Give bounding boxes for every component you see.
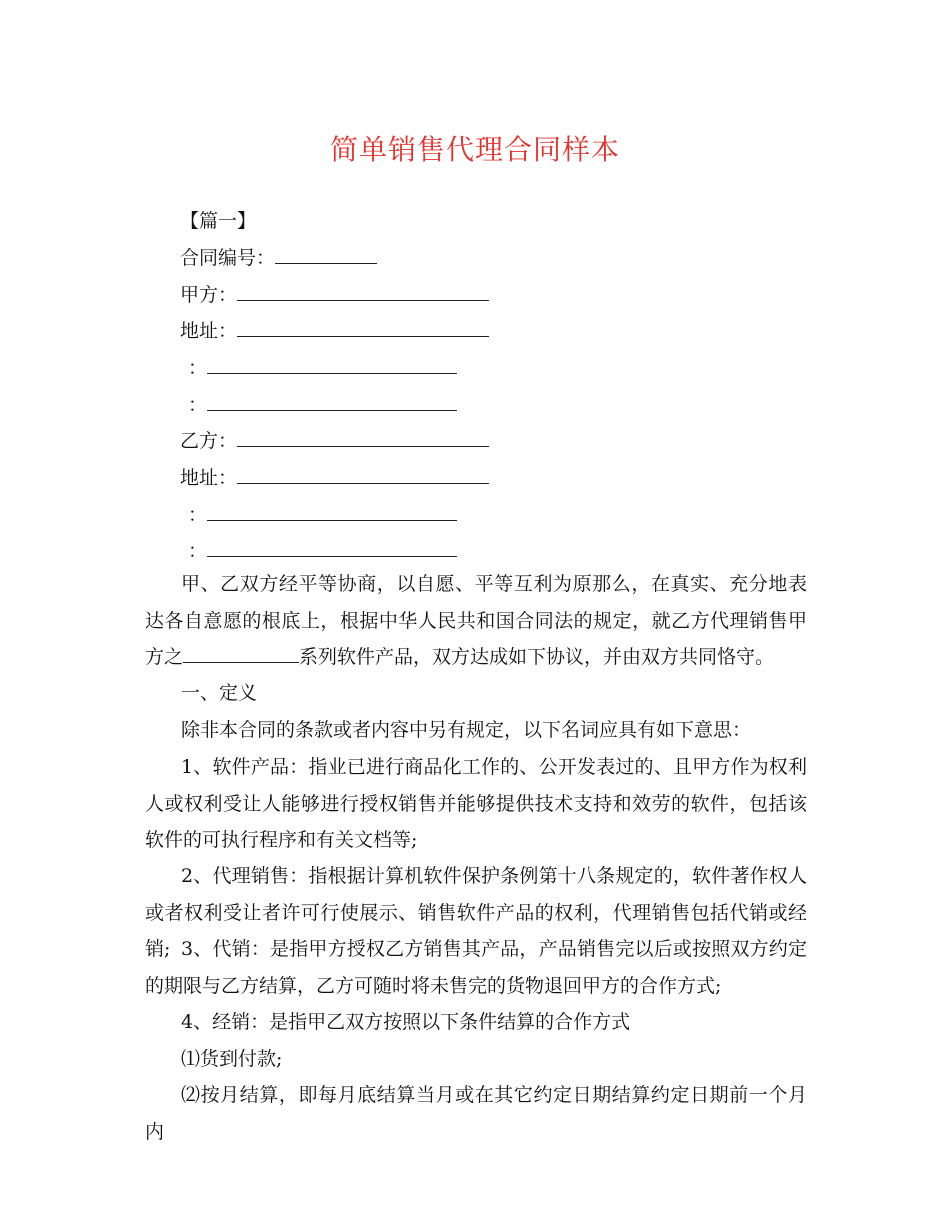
address-b-blank [237,465,489,484]
address-a-blank [237,318,489,337]
contract-number-field [180,245,377,271]
address-a-label: 地址： [180,320,238,342]
party-b-extra-field-2 [188,538,457,564]
party-b-field [180,428,489,454]
definition-item-3: 3、代销：是指甲方授权乙方销售其产品，产品销售完以后或按照双方约定的期限与乙方结算，乙方可随时将未售完的货物退回甲方的合作方式; [145,938,807,997]
colon-label: ： [188,540,208,562]
settlement-option-1: ⑴货到付款; [181,1048,283,1070]
party-a-label: 甲方： [180,284,238,306]
definition-heading: 一、定义 [181,682,258,704]
address-b-field [180,465,489,491]
party-a-extra-field-1 [188,355,457,381]
party-b-extra-blank-2 [207,538,457,557]
colon-label: ： [188,357,208,379]
intro-paragraph [145,566,807,676]
address-b-label: 地址： [180,467,238,489]
section-label: 【篇一】 [180,210,257,232]
party-b-extra-blank-1 [207,502,457,521]
definition-item-4: 4、经销：是指甲乙双方按照以下条件结算的合作方式 [181,1011,631,1033]
address-a-field [180,318,489,344]
definition-item-2: 2、代理销售：指根据计算机软件保护条例第十八条规定的，软件著作权人或者权利受让者许可行使展示、销售软件产品的权利，代理销售包括代销或经销; [145,865,807,960]
definition-item-1: 1、软件产品：指业已进行商品化工作的、公开发表过的、且甲方作为权利人或权利受让人能够进行授权销售并能够提供技术支持和效劳的软件，包括该软件的可执行程序和有关文档等; [145,756,807,851]
colon-label: ： [188,394,208,416]
definition-intro: 除非本合同的条款或者内容中另有规定，以下名词应具有如下意思： [181,719,752,741]
contract-number-label: 合同编号： [180,247,276,269]
party-a-field [180,282,489,308]
party-a-extra-blank-1 [207,355,457,374]
settlement-option-2: ⑵按月结算，即每月底结算当月或在其它约定日期结算约定日期前一个月内 [145,1084,807,1143]
party-b-extra-field-1 [188,502,457,528]
contract-number-blank [275,245,377,264]
colon-label: ： [188,504,208,526]
party-b-blank [237,428,489,447]
party-b-label: 乙方： [180,430,238,452]
party-a-extra-blank-2 [207,392,457,411]
intro-tail-text: 系列软件产品，双方达成如下协议，并由双方共同恪守。 [299,646,775,668]
intro-text: 甲、乙双方经平等协商，以自愿、平等互利为原那么，在真实、充分地表达各自意愿的根底上，根据中华人民共和国合同法的规定，就乙方代理销售甲方之 [145,573,807,668]
product-series-blank [183,644,299,663]
party-a-blank [237,282,489,301]
document-title: 简单销售代理合同样本 [329,133,620,166]
party-a-extra-field-2 [188,392,457,418]
